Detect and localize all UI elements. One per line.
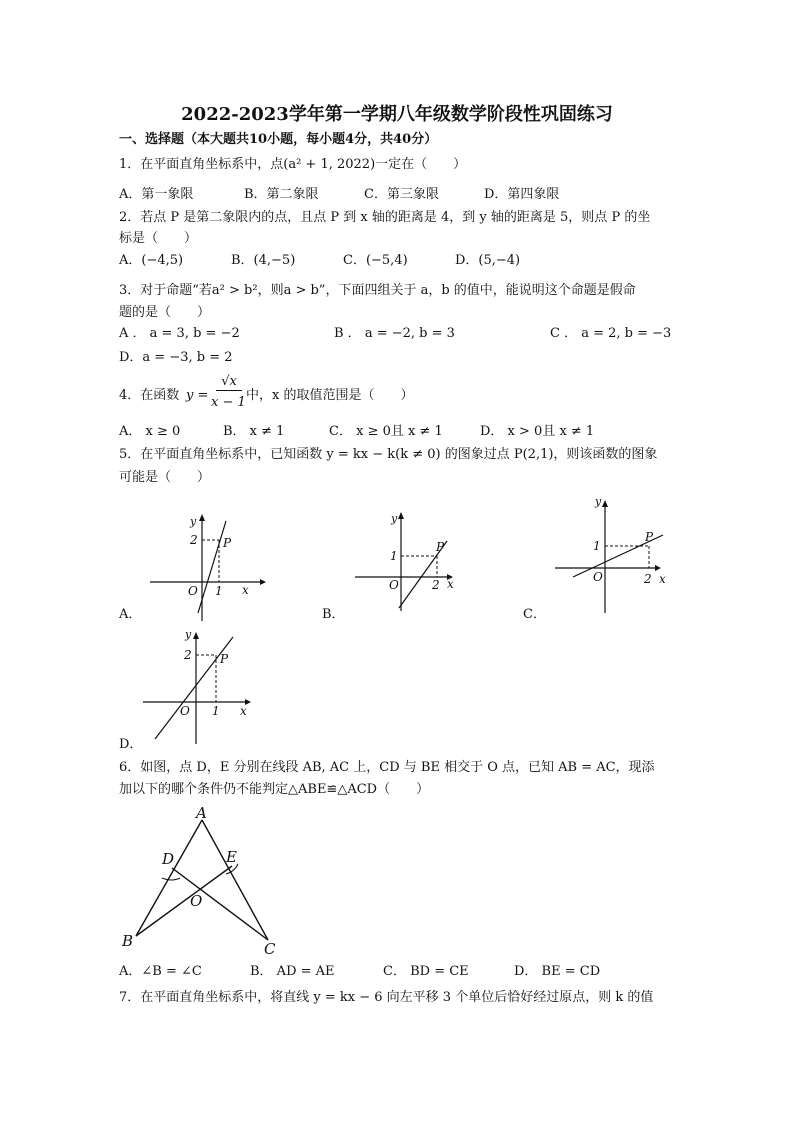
origin-label: O xyxy=(188,584,198,598)
q4-option-b: B． x ≠ 1 xyxy=(223,424,285,439)
q2-option-a: A．(−4,5) xyxy=(119,253,184,268)
vertex-b-label: B xyxy=(122,932,134,950)
q4-func-y: y = xyxy=(186,388,209,403)
x-axis-arrow xyxy=(655,565,661,571)
y-tick-label: 2 xyxy=(184,648,192,662)
q2-option-d: D．(5,−4) xyxy=(455,253,521,268)
q2-option-b: B．(4,−5) xyxy=(231,253,296,268)
section-header: 一、选择题（本大题共10小题，每小题4分，共40分） xyxy=(119,132,438,147)
q5-option-a-label: A． xyxy=(119,607,142,622)
y-axis-label: y xyxy=(190,515,197,528)
tick-mark-d xyxy=(162,878,180,880)
q5-option-c-label: C． xyxy=(523,607,546,622)
q4-func-denominator: x − 1 xyxy=(211,395,246,410)
segment-cd xyxy=(172,868,268,940)
q1-option-d: D．第四象限 xyxy=(484,187,560,202)
q6-option-b: B． AD = AE xyxy=(250,964,335,979)
point-e-label: E xyxy=(226,848,237,866)
y-axis-arrow xyxy=(398,512,404,519)
q5-graph-c xyxy=(555,495,675,615)
q3-option-c: C ． a = 2, b = −3 xyxy=(550,326,672,341)
x-axis-label: x xyxy=(447,577,454,591)
point-p-label: P xyxy=(220,652,229,666)
q5-graph-a xyxy=(150,513,265,625)
q1-option-c: C．第三象限 xyxy=(364,187,439,202)
y-axis-label: y xyxy=(391,512,398,525)
q4-stem-suffix: 中，x 的取值范围是（ ） xyxy=(246,388,414,403)
q6-stem-line2: 加以下的哪个条件仍不能判定△ABE≌△ACD（ ） xyxy=(119,782,430,797)
y-tick-label: 2 xyxy=(190,533,198,547)
q6-option-d: D． BE = CD xyxy=(514,964,601,979)
q4-option-c: C． x ≥ 0且 x ≠ 1 xyxy=(329,424,443,439)
y-axis-label: y xyxy=(185,628,192,641)
y-tick-label: 1 xyxy=(593,539,601,553)
y-axis-label: y xyxy=(595,495,602,508)
y-axis-arrow xyxy=(602,500,608,507)
q5-graph-b xyxy=(355,509,460,614)
x-tick-label: 2 xyxy=(644,572,652,586)
point-o-label: O xyxy=(190,892,203,910)
x-axis-arrow xyxy=(260,579,266,585)
q7-stem-line1: 7．在平面直角坐标系中，将直线 y = kx − 6 向左平移 3 个单位后恰好经过原点，则 k 的值 xyxy=(119,990,654,1005)
origin-label: O xyxy=(180,704,190,718)
y-axis-arrow xyxy=(199,514,205,521)
q3-option-d: D．a = −3, b = 2 xyxy=(119,350,233,365)
q4-func-numerator: √x xyxy=(216,374,242,391)
point-p-label: P xyxy=(223,536,232,550)
x-tick-label: 1 xyxy=(212,704,220,718)
q3-stem-line2: 题的是（ ） xyxy=(119,305,211,320)
q2-option-c: C．(−5,4) xyxy=(343,253,408,268)
q1-stem: 1．在平面直角坐标系中，点(a² + 1, 2022)一定在（ ） xyxy=(119,157,467,172)
origin-label: O xyxy=(389,578,399,592)
x-tick-label: 1 xyxy=(215,584,223,598)
point-p-label: P xyxy=(436,540,445,554)
y-tick-label: 1 xyxy=(390,549,398,563)
q3-option-b: B ． a = −2, b = 3 xyxy=(334,326,455,341)
q5-stem-line1: 5．在平面直角坐标系中，已知函数 y = kx − k(k ≠ 0) 的图象过点 P(2,1)，则该函数的图象 xyxy=(119,447,658,462)
q1-option-a: A．第一象限 xyxy=(119,187,194,202)
x-axis-label: x xyxy=(242,583,249,597)
y-axis-arrow xyxy=(193,632,199,639)
q5-graph-d xyxy=(143,627,258,747)
page-title: 2022-2023学年第一学期八年级数学阶段性巩固练习 xyxy=(181,104,613,125)
segment-ab xyxy=(136,820,202,936)
q3-option-a: A ． a = 3, b = −2 xyxy=(119,326,240,341)
q1-option-b: B．第二象限 xyxy=(244,187,319,202)
q4-option-d: D． x > 0且 x ≠ 1 xyxy=(480,424,595,439)
q2-stem-line2: 标是（ ） xyxy=(119,231,198,246)
q6-triangle-figure xyxy=(118,804,288,958)
origin-label: O xyxy=(593,570,603,584)
x-axis-label: x xyxy=(659,572,666,586)
vertex-a-label: A xyxy=(196,804,207,822)
q6-option-a: A．∠B = ∠C xyxy=(119,964,202,979)
q2-stem-line1: 2．若点 P 是第二象限内的点，且点 P 到 x 轴的距离是 4，到 y 轴的距离是 5，则点 P 的坐 xyxy=(119,210,651,225)
point-d-label: D xyxy=(162,850,175,868)
x-axis-label: x xyxy=(240,704,247,718)
q6-option-c: C． BD = CE xyxy=(383,964,469,979)
point-p-label: P xyxy=(645,530,654,544)
vertex-c-label: C xyxy=(264,940,276,958)
q5-option-d-label: D． xyxy=(119,737,143,752)
x-tick-label: 2 xyxy=(432,578,440,592)
q3-stem-line1: 3．对于命题“若a² > b²，则a > b”，下面四组关于 a，b 的值中，能说明这个命题是假命 xyxy=(119,283,636,298)
q4-stem-prefix: 4．在函数 xyxy=(119,388,180,403)
q5-stem-line2: 可能是（ ） xyxy=(119,470,211,485)
q6-stem-line1: 6．如图，点 D，E 分别在线段 AB, AC 上，CD 与 BE 相交于 O 点，已知 AB = AC，现添 xyxy=(119,760,655,775)
q4-option-a: A． x ≥ 0 xyxy=(119,424,181,439)
q5-option-b-label: B． xyxy=(322,607,345,622)
